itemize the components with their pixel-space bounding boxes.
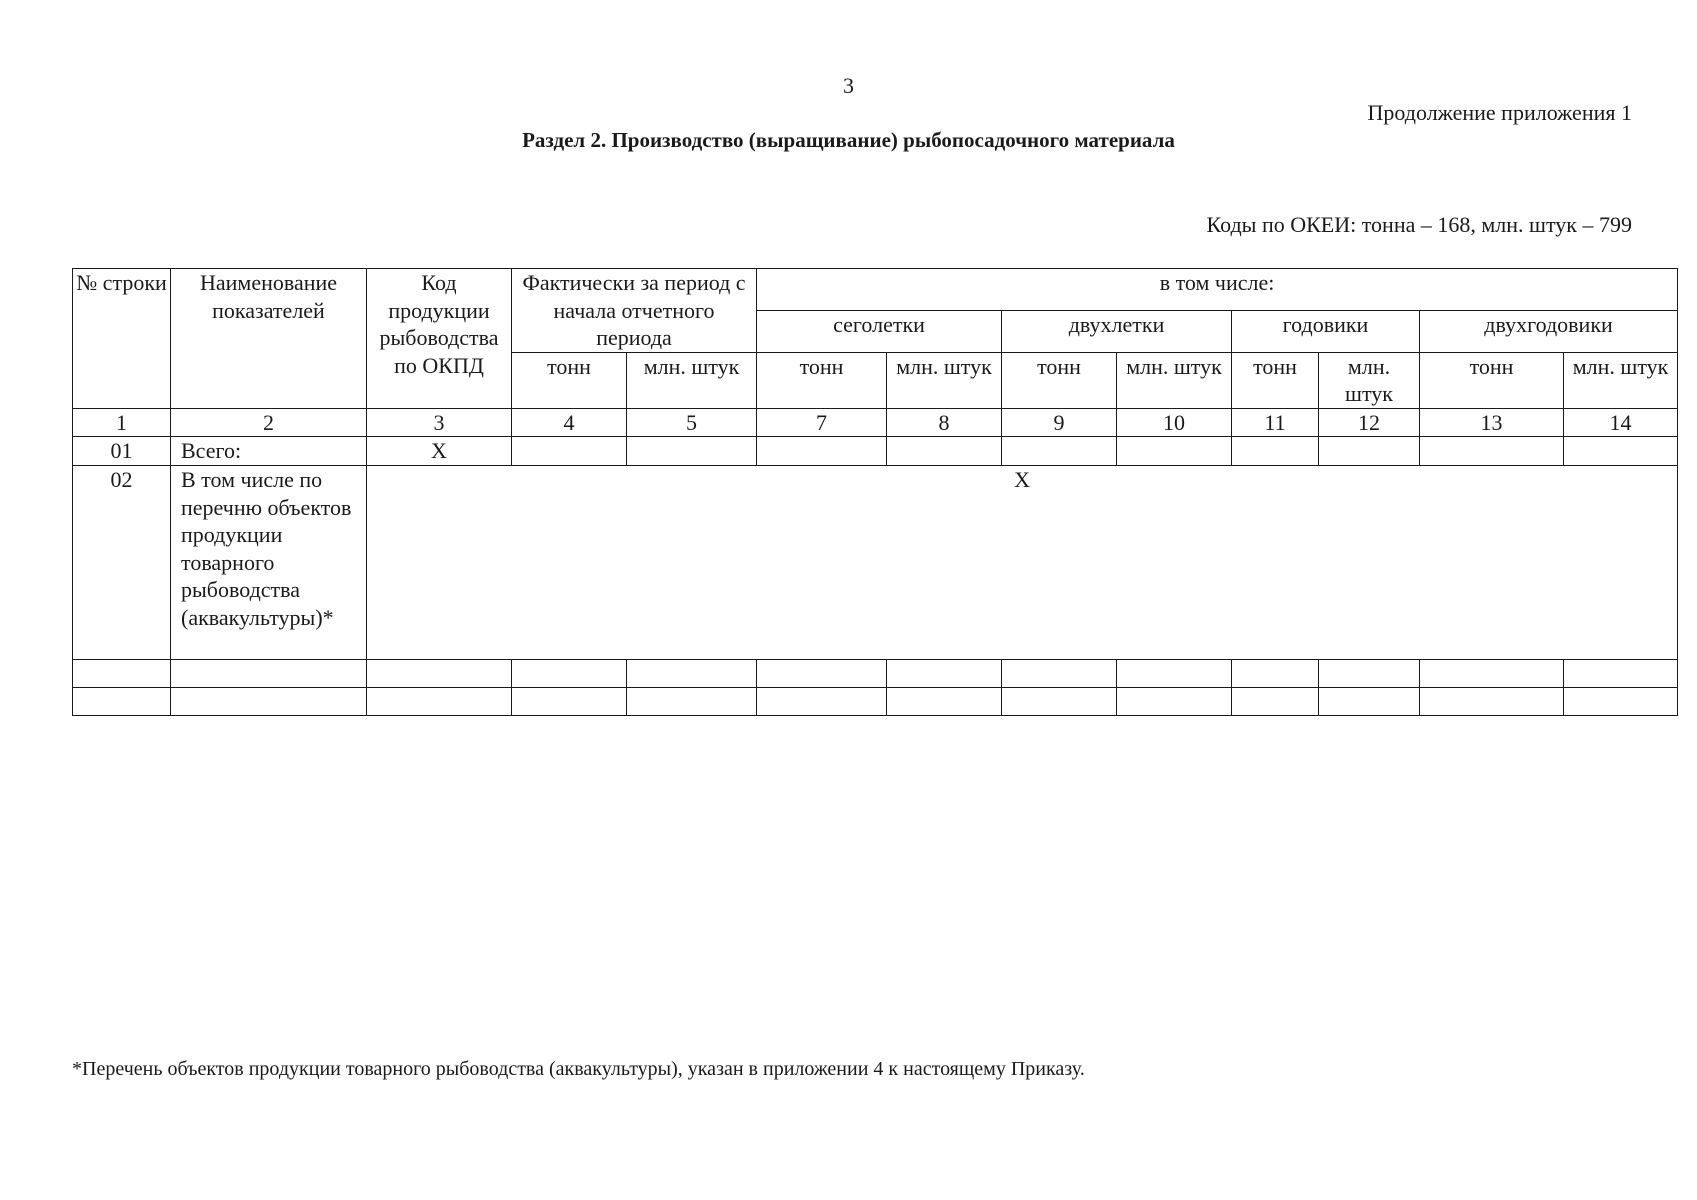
column-number: 7 xyxy=(757,408,887,437)
blank-cell[interactable] xyxy=(171,688,367,716)
column-number: 13 xyxy=(1420,408,1564,437)
blank-cell[interactable] xyxy=(73,688,171,716)
data-cell[interactable] xyxy=(1002,437,1117,466)
data-cell[interactable] xyxy=(1117,437,1232,466)
data-cell[interactable] xyxy=(1319,437,1420,466)
blank-cell[interactable] xyxy=(1564,660,1678,688)
blank-cell[interactable] xyxy=(1232,660,1319,688)
column-number: 3 xyxy=(367,408,512,437)
header-row-no: № строки xyxy=(73,269,171,409)
unit-mln-pieces: млн. штук xyxy=(1319,352,1420,408)
blank-cell[interactable] xyxy=(73,660,171,688)
row-name: Всего: xyxy=(171,437,367,466)
blank-cell[interactable] xyxy=(1319,660,1420,688)
unit-tons: тонн xyxy=(1002,352,1117,408)
blank-cell[interactable] xyxy=(1232,688,1319,716)
unit-tons: тонн xyxy=(757,352,887,408)
column-number: 10 xyxy=(1117,408,1232,437)
header-group-yearlings: годовики xyxy=(1232,310,1420,352)
footnote: *Перечень объектов продукции товарного рыбоводства (аквакультуры), указан в приложении 4 к настоящему Приказу. xyxy=(72,1058,1085,1080)
blank-cell[interactable] xyxy=(1002,660,1117,688)
blank-cell[interactable] xyxy=(627,660,757,688)
header-row-1 xyxy=(73,269,1678,311)
data-cell[interactable] xyxy=(1564,437,1678,466)
unit-tons: тонн xyxy=(1232,352,1319,408)
column-number: 2 xyxy=(171,408,367,437)
column-number: 4 xyxy=(512,408,627,437)
table-row-blank xyxy=(73,660,1678,688)
data-cell[interactable] xyxy=(627,437,757,466)
data-cell[interactable] xyxy=(757,437,887,466)
section-title: Раздел 2. Производство (выращивание) рыбопосадочного материала xyxy=(522,128,1175,152)
appendix-note: Продолжение приложения 1 xyxy=(1367,100,1632,125)
blank-cell[interactable] xyxy=(1117,660,1232,688)
okei-codes: Коды по ОКЕИ: тонна – 168, млн. штук – 799 xyxy=(1206,212,1632,237)
column-number: 11 xyxy=(1232,408,1319,437)
column-number: 9 xyxy=(1002,408,1117,437)
column-numbers-row xyxy=(73,408,1678,437)
data-cell[interactable] xyxy=(1420,437,1564,466)
unit-mln-pieces: млн. штук xyxy=(887,352,1002,408)
blank-cell[interactable] xyxy=(1420,660,1564,688)
data-cell[interactable] xyxy=(1232,437,1319,466)
blank-cell[interactable] xyxy=(1420,688,1564,716)
unit-mln-pieces: млн. штук xyxy=(627,352,757,408)
blank-cell[interactable] xyxy=(757,688,887,716)
blank-cell[interactable] xyxy=(171,660,367,688)
row-number: 02 xyxy=(73,466,171,660)
header-actual-period: Фактически за период с начала отчетного периода xyxy=(512,269,757,353)
blank-cell[interactable] xyxy=(367,688,512,716)
unit-tons: тонн xyxy=(512,352,627,408)
row-code-cross: Х xyxy=(367,437,512,466)
unit-mln-pieces: млн. штук xyxy=(1564,352,1678,408)
header-indicator-name: Наименование показателей xyxy=(171,269,367,409)
blank-cell[interactable] xyxy=(887,660,1002,688)
header-product-code: Код продукции рыбоводства по ОКПД xyxy=(367,269,512,409)
header-group-fingerlings: сеголетки xyxy=(757,310,1002,352)
unit-tons: тонн xyxy=(1420,352,1564,408)
table-row-total xyxy=(73,437,1678,466)
blank-cell[interactable] xyxy=(1319,688,1420,716)
blank-cell[interactable] xyxy=(1117,688,1232,716)
merged-cross-cell: Х xyxy=(367,466,1678,660)
header-group-two-summer: двухлетки xyxy=(1002,310,1232,352)
column-number: 14 xyxy=(1564,408,1678,437)
header-including: в том числе: xyxy=(757,269,1678,311)
blank-cell[interactable] xyxy=(757,660,887,688)
column-number: 12 xyxy=(1319,408,1420,437)
blank-cell[interactable] xyxy=(512,688,627,716)
column-number: 8 xyxy=(887,408,1002,437)
header-group-two-year: двухгодовики xyxy=(1420,310,1678,352)
data-cell[interactable] xyxy=(512,437,627,466)
blank-cell[interactable] xyxy=(512,660,627,688)
data-cell[interactable] xyxy=(887,437,1002,466)
row-number: 01 xyxy=(73,437,171,466)
production-table xyxy=(72,268,1678,716)
blank-cell[interactable] xyxy=(627,688,757,716)
table-row-aquaculture xyxy=(73,466,1678,660)
blank-cell[interactable] xyxy=(887,688,1002,716)
unit-mln-pieces: млн. штук xyxy=(1117,352,1232,408)
blank-cell[interactable] xyxy=(367,660,512,688)
table-row-blank xyxy=(73,688,1678,716)
row-name: В том числе по перечню объектов продукции товарного рыбоводства (аквакультуры)* xyxy=(171,466,367,660)
blank-cell[interactable] xyxy=(1564,688,1678,716)
column-number: 1 xyxy=(73,408,171,437)
column-number: 5 xyxy=(627,408,757,437)
page-number: 3 xyxy=(843,73,854,98)
blank-cell[interactable] xyxy=(1002,688,1117,716)
